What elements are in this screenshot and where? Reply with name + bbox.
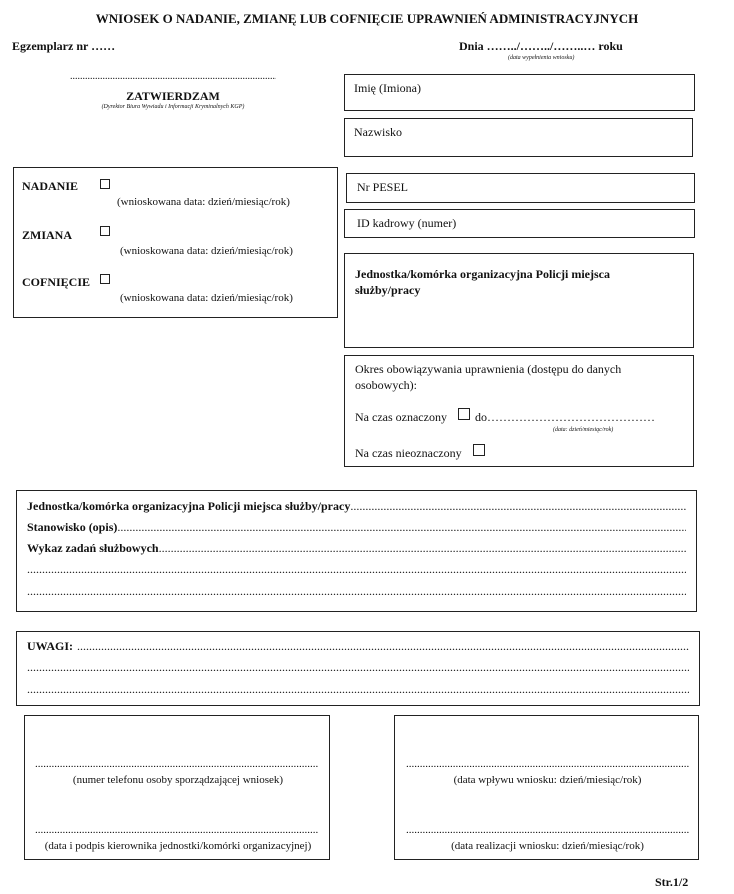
fixed-term-date-note: (data: dzień/miesiąc/rok) <box>553 427 614 433</box>
indefinite-term-checkbox[interactable] <box>473 444 485 456</box>
unit-field[interactable] <box>344 253 694 348</box>
manager-signature-note: (data i podpis kierownika jednostki/komórki organizacyjnej) <box>44 840 312 852</box>
copy-number-label: Egzemplarz nr …… <box>12 39 116 53</box>
details-unit-row[interactable] <box>27 499 686 514</box>
pesel-field[interactable] <box>346 173 695 203</box>
grant-checkbox[interactable] <box>100 179 110 189</box>
staff-id-label: ID kadrowy (numer) <box>357 216 457 230</box>
phone-line[interactable] <box>35 758 319 771</box>
realized-date-note: (data realizacji wniosku: dzień/miesiąc/rok) <box>451 840 644 852</box>
grant-date-note: (wnioskowana data: dzień/miesiąc/rok) <box>117 196 290 208</box>
revoke-date-note: (wnioskowana data: dzień/miesiąc/rok) <box>120 292 293 304</box>
first-name-field[interactable] <box>344 74 695 111</box>
fill-date-note: (data wypełnienia wniosku) <box>508 55 575 61</box>
form-title: WNIOSEK O NADANIE, ZMIANĘ LUB COFNIĘCIE UPRAWNIEŃ ADMINISTRACYJNYCH <box>95 11 639 26</box>
remarks-line-2[interactable] <box>27 660 689 675</box>
approval-note: (Dyrektor Biura Wywiadu i Informacji Kryminalnych KGP) <box>101 104 245 110</box>
remarks-line-3[interactable] <box>27 682 689 697</box>
fixed-term-checkbox[interactable] <box>458 408 470 420</box>
duties-line-3[interactable] <box>27 584 686 599</box>
revoke-label: COFNIĘCIE <box>22 275 91 289</box>
change-date-note: (wnioskowana data: dzień/miesiąc/rok) <box>120 245 293 257</box>
position-row[interactable] <box>27 520 686 535</box>
received-date-note: (data wpływu wniosku: dzień/miesiąc/rok) <box>453 774 642 786</box>
change-label: ZMIANA <box>22 228 72 242</box>
processing-box <box>394 715 699 860</box>
applicant-box <box>24 715 330 860</box>
duties-label: Wykaz zadań służbowych <box>27 541 159 555</box>
duties-row[interactable] <box>27 541 686 556</box>
validity-box <box>344 355 694 467</box>
last-name-field[interactable] <box>344 118 693 157</box>
approval-label: ZATWIERDZAM <box>126 89 220 103</box>
duties-line-2[interactable] <box>27 562 686 577</box>
duties-box <box>16 490 697 612</box>
last-name-label: Nazwisko <box>354 125 402 139</box>
unit-label: Jednostka/komórka organizacyjna Policji miejsca służby/pracy <box>355 267 610 297</box>
first-name-label: Imię (Imiona) <box>354 81 421 95</box>
details-unit-label: Jednostka/komórka organizacyjna Policji miejsca służby/pracy <box>27 499 351 513</box>
change-checkbox[interactable] <box>100 226 110 236</box>
revoke-checkbox[interactable] <box>100 274 110 284</box>
realized-date-line[interactable] <box>406 824 689 837</box>
approval-signature-line <box>70 71 276 83</box>
staff-id-field[interactable] <box>344 209 695 238</box>
pesel-label: Nr PESEL <box>357 180 408 194</box>
position-label: Stanowisko (opis) <box>27 520 118 534</box>
indefinite-term-label: Na czas nieoznaczony <box>355 446 462 460</box>
manager-signature-line[interactable] <box>35 824 319 837</box>
phone-note: (numer telefonu osoby sporządzającej wniosek) <box>72 774 284 786</box>
fixed-term-end-date[interactable]: do…………………………………… <box>475 410 655 424</box>
remarks-label: UWAGI: <box>27 639 74 653</box>
fixed-term-label: Na czas oznaczony <box>355 410 447 424</box>
fill-date-label: Dnia ……../……../……..… roku <box>459 39 623 53</box>
page-number: Str.1/2 <box>655 875 689 889</box>
received-date-line[interactable] <box>406 758 689 771</box>
grant-label: NADANIE <box>22 179 79 193</box>
remarks-row[interactable] <box>27 639 689 654</box>
remarks-box <box>16 631 700 706</box>
action-type-box <box>13 167 338 318</box>
validity-heading: Okres obowiązywania uprawnienia (dostępu do danych osobowych): <box>355 362 622 392</box>
